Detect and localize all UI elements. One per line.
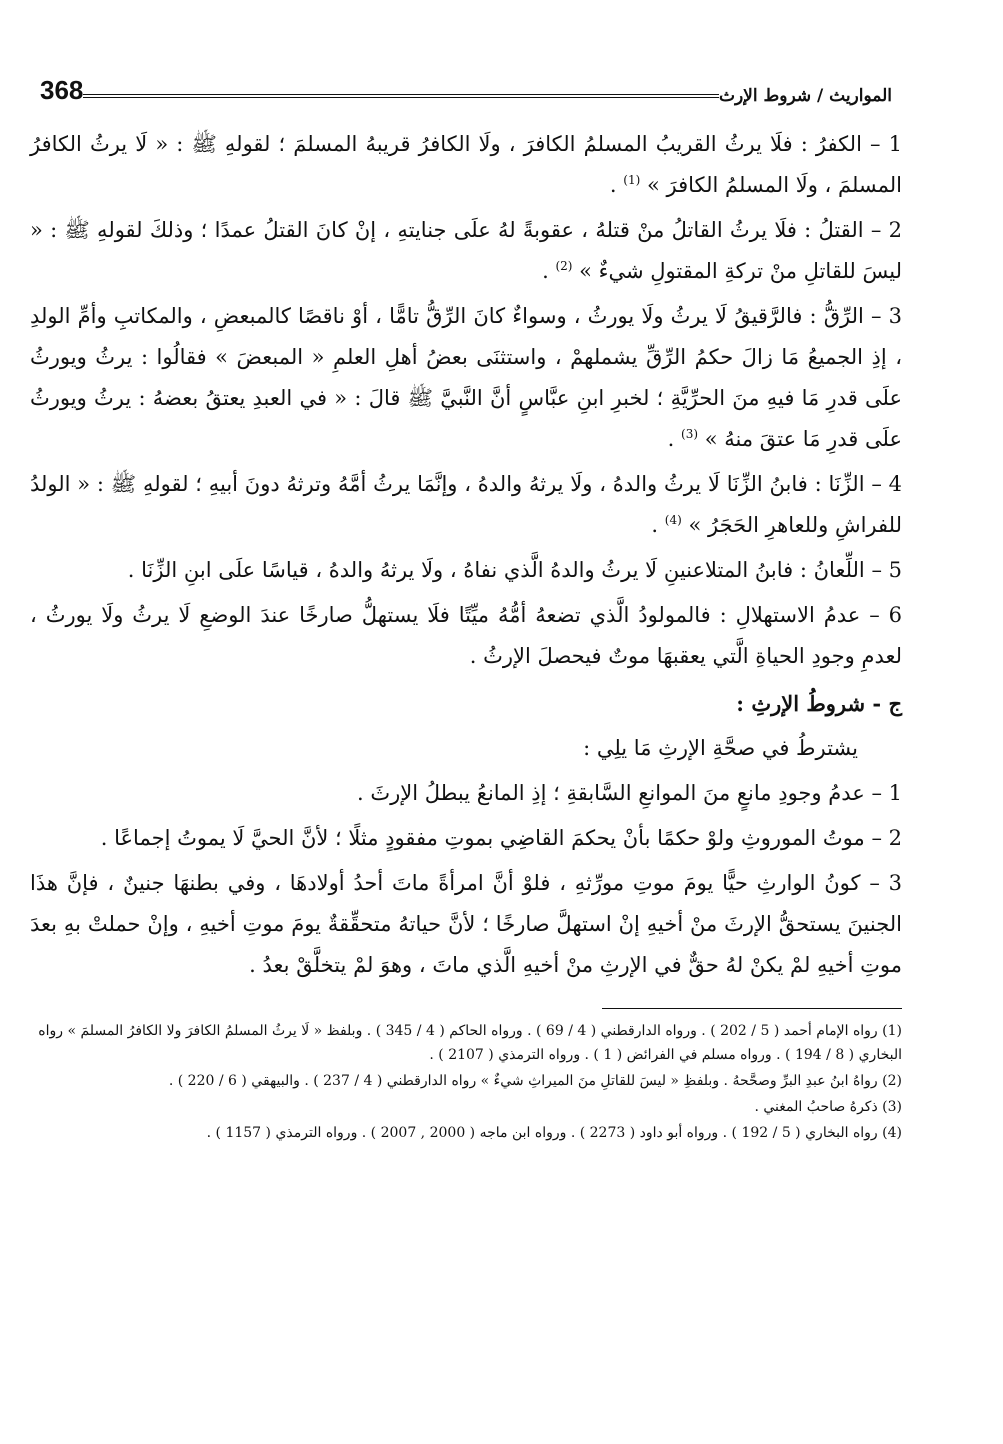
book-page: [30, 70, 902, 1147]
footnotes: [30, 1019, 902, 1145]
paragraph-istihlal: 6 – عدمُ الاستهلالِ : فالمولودُ الَّذي تضعهُ أمُّهُ ميِّتًا فلَا يستهلُّ صارخًا عندَ الوضعِ لَا يرثُ ولَا يورثُ ، لعدمِ وجودِ الحياةِ الَّتي يعقبهَا موتٌ فيحصلَ الإرثُ .: [30, 603, 902, 668]
section-intro: يشترطُ في صحَّةِ الإرثِ مَا يلِي :: [583, 736, 858, 760]
footnote-ref: (3): [681, 427, 699, 441]
footnote: (2) رواهُ ابنُ عبدِ البرِّ وصحَّحهُ . وبلفظِ « ليسَ للقاتلِ منَ الميراثِ شيءٌ » رواه الدارقطني ( 4 / 237 ) . والبيهقي ( 6 / 220 ) .: [168, 1073, 902, 1089]
paragraph-qatl: 2 – القتلُ : فلَا يرثُ القاتلُ منْ قتلهُ ، عقوبةً لهُ علَى جنايتهِ ، إنْ كانَ القتلُ عمدًا ؛ وذلكَ لقولهِ ﷺ : « ليسَ للقاتلِ منْ تركةِ المقتولِ شيءٌ » $^{(2)}$ .: [30, 218, 902, 283]
running-title: المواريث / شروط الإرث: [718, 86, 892, 106]
condition-item: 2 – موتُ الموروثِ ولوْ حكمًا بأنْ يحكمَ القاضِي بموتِ مفقودٍ مثلًا ؛ لأنَّ الحيَّ لَا يموتُ إجماعًا .: [100, 826, 902, 850]
header-rule: [83, 94, 719, 98]
footnote-separator: [602, 1008, 902, 1009]
condition-item: 1 – عدمُ وجودِ مانعٍ منَ الموانعِ السَّابقةِ ؛ إذِ المانعُ يبطلُ الإرثَ .: [357, 781, 902, 805]
footnote: (3) ذكرهُ صاحبُ المغني .: [754, 1099, 902, 1115]
paragraph-kufr: 1 – الكفرُ : فلَا يرثُ القريبُ المسلمُ الكافرَ ، ولَا الكافرُ قريبهُ المسلمَ ؛ لقولهِ ﷺ : « لَا يرثُ الكافرُ المسلمَ ، ولَا المسلمُ الكافرَ » $^{(1)}$ .: [30, 132, 902, 197]
paragraph-lian: 5 – اللِّعانُ : فابنُ المتلاعنينِ لَا يرثُ والدهُ الَّذي نفاهُ ، ولَا يرثهُ والدهُ ، قياسًا علَى ابنِ الزِّنَا .: [127, 558, 902, 582]
paragraph-riqq: 3 – الرِّقُّ : فالرَّقيقُ لَا يرثُ ولَا يورثُ ، وسواءٌ كانَ الرِّقُّ تامًّا ، أوْ ناقصًا كالمبعضِ ، والمكاتبِ وأمِّ الولدِ ، إذِ الجميعُ مَا زالَ حكمُ الرِّقِّ يشملهمْ ، واستثنَى بعضُ أهلِ العلمِ « المبعضَ » فقالُوا : يرثُ ويورثُ علَى قدرِ مَا فيهِ منَ الحرِّيَّةِ ؛ لخبرِ ابنِ عبَّاسٍ أنَّ النَّبيَّ ﷺ قالَ : « في العبدِ يعتقُ بعضهُ : يرثُ ويورثُ علَى قدرِ مَا عتقَ منهُ » $^{(3)}$ .: [30, 304, 902, 451]
page-body: [30, 124, 902, 986]
footnote: (1) رواه الإمام أحمد ( 5 / 202 ) . ورواه الدارقطني ( 4 / 69 ) . ورواه الحاكم ( 4 / 345 ) . وبلفظ « لَا يرثُ المسلمُ الكافرَ ولا الكافرُ المسلمَ » رواه البخاري ( 8 / 194 ) . ورواه مسلم في الفرائض ( 1 ) . ورواه الترمذي ( 2107 ) .: [38, 1023, 902, 1063]
condition-item: 3 – كونُ الوارثِ حيًّا يومَ موتِ مورِّثهِ ، فلوْ أنَّ امرأةً ماتَ أحدُ أولادهَا ، وفي بطنهَا جنينٌ ، فإنَّ هذَا الجنينَ يستحقُّ الإرثَ منْ أخيهِ إنْ استهلَّ صارخًا ؛ لأنَّ حياتهُ متحقِّقةٌ يومَ موتِ أخيهِ ، وإنْ حملتْ بهِ بعدَ موتِ أخيهِ لمْ يكنْ لهُ حقٌّ في الإرثِ منْ أخيهِ الَّذي ماتَ ، وهوَ لمْ يتخلَّقْ بعدُ .: [30, 871, 902, 977]
footnote-ref: (4): [664, 513, 682, 527]
footnote: (4) رواه البخاري ( 5 / 192 ) . ورواه أبو داود ( 2273 ) . ورواه ابن ماجه ( 2000 , 2007 ) . ورواه الترمذي ( 1157 ) .: [206, 1125, 902, 1141]
footnote-ref: (1): [623, 173, 641, 187]
page-header: [30, 70, 902, 106]
page-number: 368: [40, 75, 84, 105]
section-heading: ج - شروطُ الإرثِ :: [736, 691, 902, 716]
paragraph-zina: 4 – الزِّنَا : فابنُ الزِّنَا لَا يرثُ والدهُ ، ولَا يرثهُ والدهُ ، وإنَّمَا يرثُ أمَّهُ وترثهُ دونَ أبيهِ ؛ لقولهِ ﷺ : « الولدُ للفراشِ وللعاهرِ الحَجَرُ » $^{(4)}$ .: [30, 472, 902, 537]
footnote-ref: (2): [555, 259, 573, 273]
